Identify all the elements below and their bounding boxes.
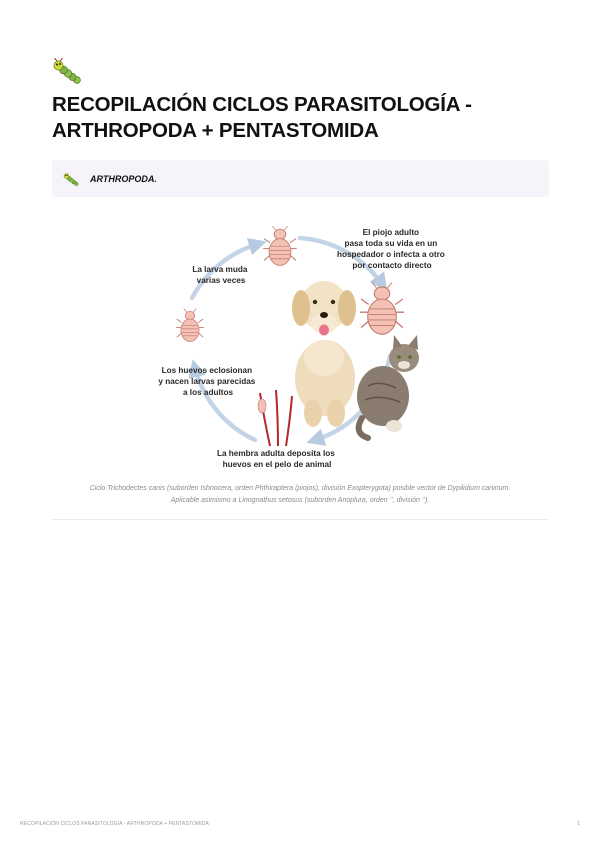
dog-illustration — [292, 281, 356, 427]
section-divider — [52, 519, 549, 520]
caption-text: ) posible vector de — [388, 485, 448, 492]
caption-species: Trichodectes canis — [107, 485, 166, 492]
louse-nymph-top — [263, 226, 297, 265]
label-female-lays-eggs: La hembra adulta deposita los huevos en el pelo de animal — [216, 449, 335, 469]
callout-arthropoda — [52, 160, 549, 197]
footer-title: RECOPILACIÓN CICLOS PARASITOLOGÍA - ARTHROPODA + PENTASTOMIDA — [20, 821, 209, 827]
label-larva-molts: La larva muda varias veces — [192, 265, 248, 285]
louse-adult — [360, 283, 404, 335]
cat-illustration — [357, 335, 419, 438]
label-eggs-hatch: Los huevos eclosionan y nacen larvas parecidas a los adultos — [158, 366, 256, 397]
caption-taxon: Ishnocera — [200, 485, 232, 492]
page-title — [52, 92, 552, 144]
figure-caption — [60, 483, 540, 507]
page-number: 1 — [577, 821, 580, 827]
life-cycle-figure — [150, 218, 450, 478]
callout-text: ARTHROPODA. — [90, 173, 157, 184]
page-title-line1: RECOPILACIÓN CICLOS PARASITOLOGÍA - — [52, 93, 472, 116]
caption-text: , orden — [231, 485, 255, 492]
caption-taxon: Exopterygota — [347, 485, 389, 492]
page-title-line2: ARTHROPODA + PENTASTOMIDA — [52, 119, 379, 142]
caption-text: (suborden — [165, 485, 201, 492]
caption-species: Dypilidium caninum. — [447, 485, 511, 492]
caption-line2: Aplicable asimismo a Linognathus setosus (suborden Anoplura, orden ‘’, división ‘’). — [170, 497, 430, 504]
caption-taxon: Phthiraptera — [255, 485, 294, 492]
caterpillar-icon — [52, 58, 82, 84]
hair-with-eggs — [258, 390, 292, 446]
caption-text: Ciclo — [89, 485, 108, 492]
caterpillar-icon — [62, 172, 80, 186]
louse-larva — [176, 309, 204, 342]
label-adult-louse: El piojo adulto pasa toda su vida en un hospedador o infecta a otro por contacto directo — [336, 228, 445, 270]
caption-text: (piojos), división — [293, 485, 348, 492]
